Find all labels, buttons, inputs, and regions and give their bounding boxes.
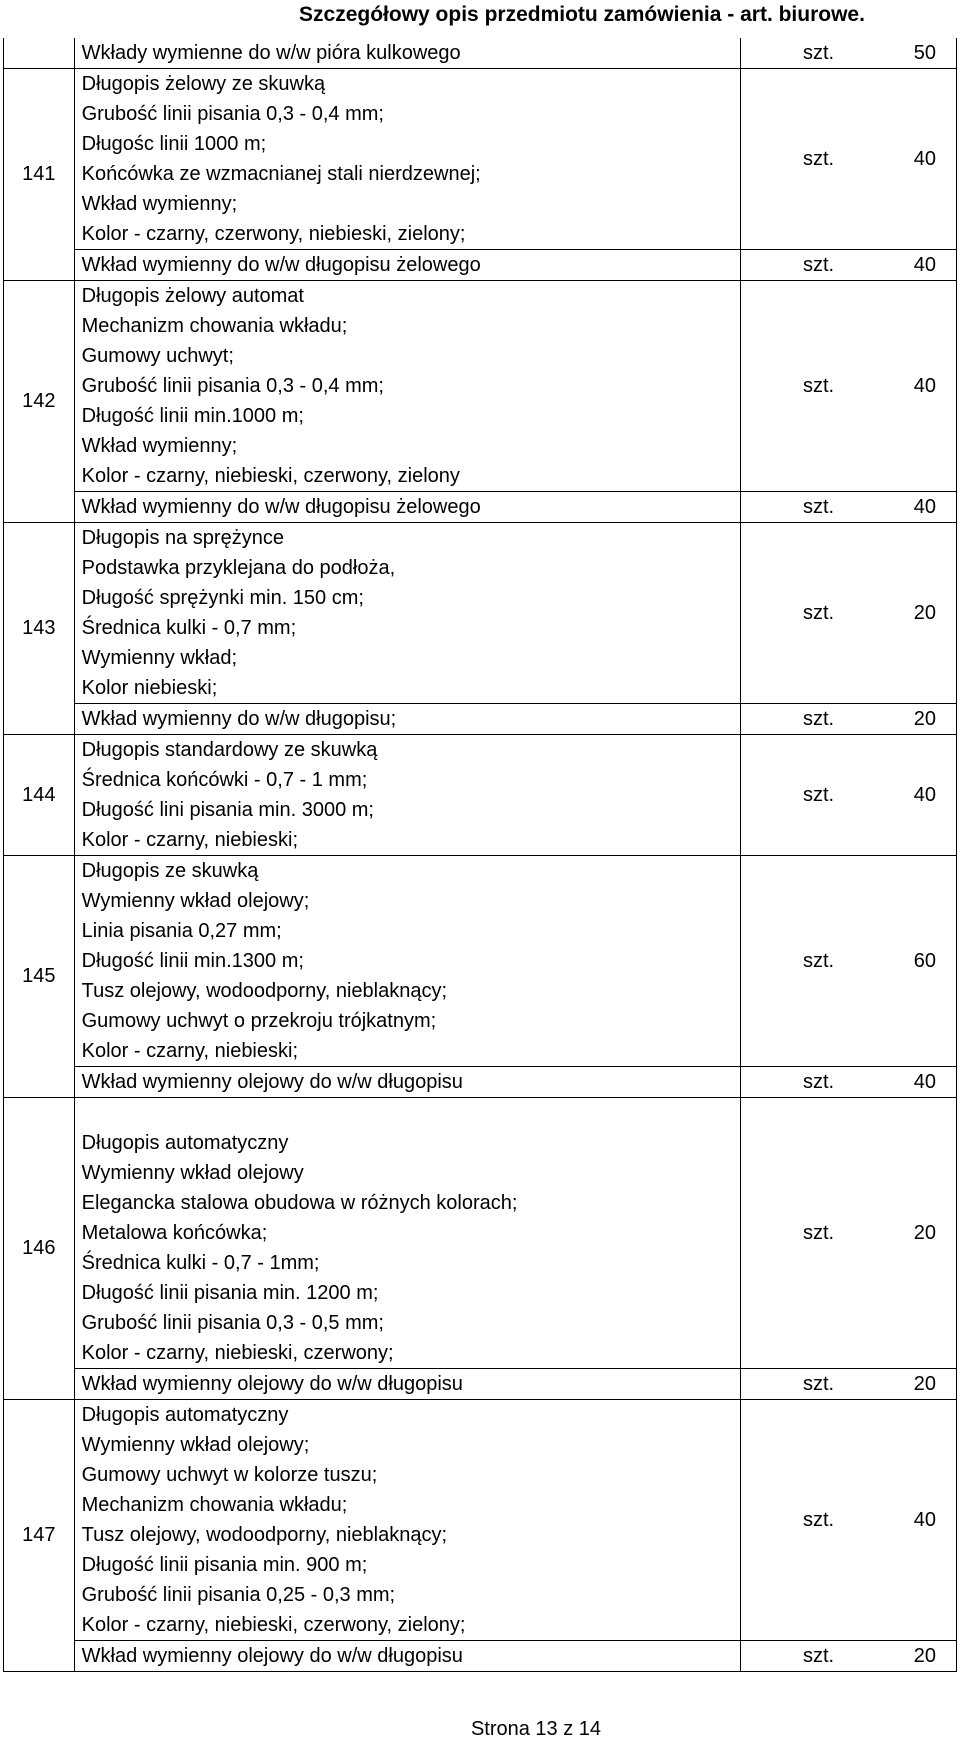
refill-row (4, 38, 957, 69)
description-line: Grubość linii pisania 0,3 - 0,4 mm; (81, 375, 384, 397)
description-cell (74, 1641, 740, 1672)
refill-row (4, 250, 957, 281)
description-line: Kolor - czarny, niebieski; (81, 829, 299, 851)
unit-cell: szt. (740, 1369, 842, 1400)
description-cell (74, 735, 740, 856)
description-cell (74, 250, 740, 281)
description-cell (74, 704, 740, 735)
quantity-cell: 60 (842, 856, 956, 1067)
quantity-cell: 20 (842, 1369, 956, 1400)
quantity-cell: 40 (842, 250, 956, 281)
refill-row (4, 1641, 957, 1672)
description-cell (74, 856, 740, 1067)
description-line: Długość linii pisania min. 900 m; (81, 1554, 368, 1576)
description-line: Podstawka przyklejana do podłoża, (81, 557, 396, 579)
description-line: Długopis na sprężynce (81, 527, 284, 549)
page-header (0, 2, 960, 28)
description-line: Długość lini pisania min. 3000 m; (81, 799, 374, 821)
quantity-cell: 40 (842, 281, 956, 492)
unit-cell: szt. (740, 250, 842, 281)
refill-row (4, 1369, 957, 1400)
description-line: Gumowy uchwyt o przekroju trójkatnym; (81, 1010, 437, 1032)
unit-cell: szt. (740, 281, 842, 492)
refill-row (4, 1067, 957, 1098)
description-cell (74, 1369, 740, 1400)
item-row (4, 856, 957, 1067)
spec-table-body (4, 38, 957, 1672)
quantity-cell: 40 (842, 1400, 956, 1641)
description-line: Wkład wymienny olejowy do w/w długopisu (81, 1645, 463, 1667)
description-line: Średnica kulki - 0,7 mm; (81, 617, 297, 639)
description-line: Długośc linii 1000 m; (81, 133, 267, 155)
description-line: Kolor - czarny, niebieski, czerwony; (81, 1342, 394, 1364)
description-line: Wymienny wkład; (81, 647, 238, 669)
description-line: Wkład wymienny do w/w długopisu; (81, 708, 397, 730)
unit-cell: szt. (740, 856, 842, 1067)
quantity-cell: 40 (842, 735, 956, 856)
item-row (4, 523, 957, 704)
description-cell (74, 38, 740, 69)
unit-cell: szt. (740, 1098, 842, 1369)
description-line: Mechanizm chowania wkładu; (81, 315, 348, 337)
quantity-cell: 20 (842, 1641, 956, 1672)
item-number: 142 (4, 281, 75, 523)
quantity-cell: 50 (842, 38, 956, 69)
description-line: Tusz olejowy, wodoodporny, nieblaknący; (81, 1524, 448, 1546)
item-number: 146 (4, 1098, 75, 1400)
description-line: Wkłady wymienne do w/w pióra kulkowego (81, 42, 461, 64)
description-cell (74, 492, 740, 523)
unit-cell: szt. (740, 704, 842, 735)
description-line: Długość linii pisania min. 1200 m; (81, 1282, 379, 1304)
description-line: Gumowy uchwyt w kolorze tuszu; (81, 1464, 378, 1486)
description-line: Kolor - czarny, czerwony, niebieski, zielony; (81, 223, 466, 245)
unit-cell: szt. (740, 69, 842, 250)
description-line: Długopis żelowy ze skuwką (81, 73, 326, 95)
description-line: Elegancka stalowa obudowa w różnych kolorach; (81, 1192, 518, 1214)
description-line: Grubość linii pisania 0,25 - 0,3 mm; (81, 1584, 396, 1606)
description-line: Długopis automatyczny (81, 1132, 289, 1154)
unit-cell: szt. (740, 1641, 842, 1672)
description-line: Wymienny wkład olejowy; (81, 890, 310, 912)
description-line: Wkład wymienny; (81, 193, 238, 215)
description-cell (74, 281, 740, 492)
page-number: Strona 13 z 14 (470, 1718, 602, 1740)
description-line: Wkład wymienny do w/w długopisu żelowego (81, 496, 481, 518)
description-line: Tusz olejowy, wodoodporny, nieblaknący; (81, 980, 448, 1002)
description-line: Wkład wymienny olejowy do w/w długopisu (81, 1071, 463, 1093)
item-row (4, 1400, 957, 1641)
description-line: Długość sprężynki min. 150 cm; (81, 587, 364, 609)
item-row (4, 735, 957, 856)
quantity-cell: 40 (842, 69, 956, 250)
quantity-cell: 20 (842, 523, 956, 704)
description-cell (74, 1400, 740, 1641)
unit-cell: szt. (740, 735, 842, 856)
unit-cell: szt. (740, 523, 842, 704)
description-line: Długopis żelowy automat (81, 285, 304, 307)
description-line: Kolor niebieski; (81, 677, 218, 699)
description-cell (74, 69, 740, 250)
unit-cell: szt. (740, 1067, 842, 1098)
description-line: Kolor - czarny, niebieski; (81, 1040, 299, 1062)
quantity-cell: 20 (842, 704, 956, 735)
description-line: Linia pisania 0,27 mm; (81, 920, 282, 942)
description-cell (74, 523, 740, 704)
description-line: Długopis automatyczny (81, 1404, 289, 1426)
description-line (82, 1098, 740, 1128)
unit-cell: szt. (740, 38, 842, 69)
spec-table (3, 38, 957, 1672)
description-line: Wkład wymienny; (81, 435, 238, 457)
item-number: 145 (4, 856, 75, 1098)
unit-cell: szt. (740, 1400, 842, 1641)
description-line: Długopis standardowy ze skuwką (81, 739, 378, 761)
description-line: Wymienny wkład olejowy; (81, 1434, 310, 1456)
description-line: Grubość linii pisania 0,3 - 0,4 mm; (81, 103, 384, 125)
item-number: 141 (4, 69, 75, 281)
refill-row (4, 704, 957, 735)
description-line: Gumowy uchwyt; (81, 345, 234, 367)
item-number: 147 (4, 1400, 75, 1672)
description-cell (74, 1098, 740, 1369)
description-line: Mechanizm chowania wkładu; (81, 1494, 348, 1516)
description-line: Wymienny wkład olejowy (81, 1162, 304, 1184)
quantity-cell: 20 (842, 1098, 956, 1369)
item-number: 144 (4, 735, 75, 856)
unit-cell: szt. (740, 492, 842, 523)
description-line: Końcówka ze wzmacnianej stali nierdzewnej; (81, 163, 481, 185)
description-line: Kolor - czarny, niebieski, czerwony, zielony; (81, 1614, 466, 1636)
description-line: Długopis ze skuwką (81, 860, 259, 882)
description-line: Długość linii min.1000 m; (81, 405, 304, 427)
description-line: Długość linii min.1300 m; (81, 950, 304, 972)
description-cell (74, 1067, 740, 1098)
description-line: Kolor - czarny, niebieski, czerwony, zielony (81, 465, 460, 487)
quantity-cell: 40 (842, 1067, 956, 1098)
item-row (4, 281, 957, 492)
item-number-cell (4, 38, 75, 69)
refill-row (4, 492, 957, 523)
page-header-text: Szczegółowy opis przedmiotu zamówienia - art. biurowe. (299, 3, 865, 26)
item-row (4, 1098, 957, 1369)
quantity-cell: 40 (842, 492, 956, 523)
description-line: Wkład wymienny do w/w długopisu żelowego (81, 254, 481, 276)
description-line: Metalowa końcówka; (81, 1222, 268, 1244)
description-line: Średnica końcówki - 0,7 - 1 mm; (81, 769, 368, 791)
item-number: 143 (4, 523, 75, 735)
description-line: Wkład wymienny olejowy do w/w długopisu (81, 1373, 463, 1395)
description-line: Grubość linii pisania 0,3 - 0,5 mm; (81, 1312, 384, 1334)
page-footer (0, 1717, 960, 1741)
description-line: Średnica kulki - 0,7 - 1mm; (81, 1252, 320, 1274)
item-row (4, 69, 957, 250)
